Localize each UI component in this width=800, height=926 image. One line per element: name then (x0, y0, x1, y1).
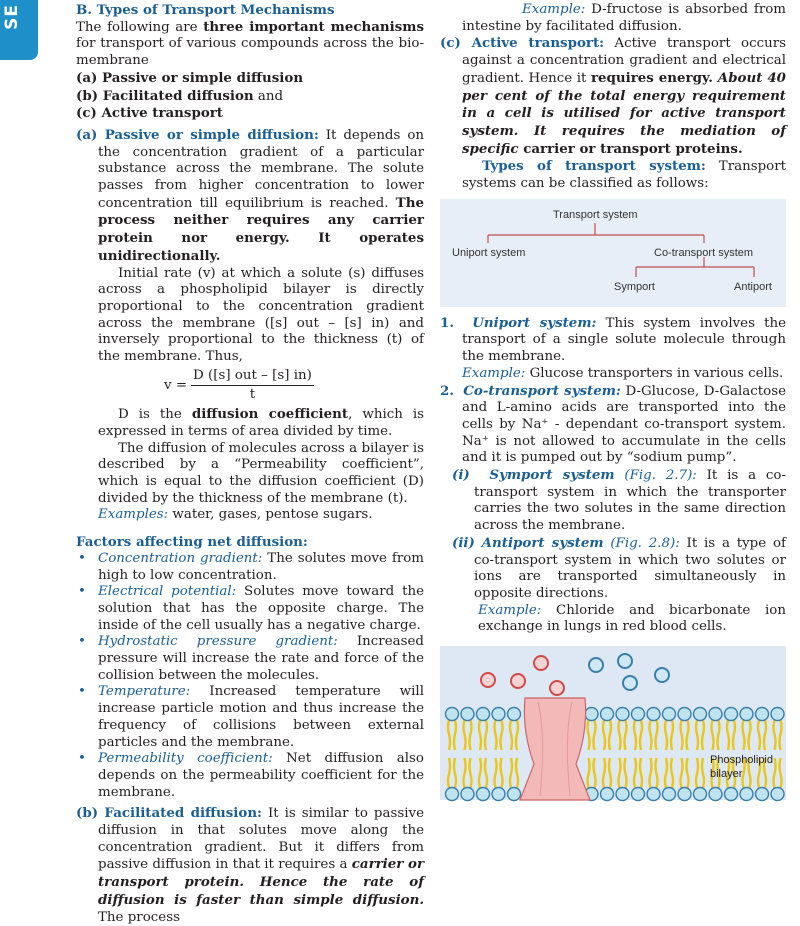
types-paragraph: Types of transport system: Transport systems can be classified as follows: (462, 158, 786, 192)
figure-label-line-1: Phospholipid (710, 754, 773, 766)
cotransport-item: 2. Co-transport system: D-Glucose, D-Galactose and L-amino acids are transported into the cells by Na⁺ - dependant co-transport system. Na⁺ is not allowed to accumulate in the cells and it is pumped out by “sodium pump”. (440, 382, 787, 466)
fructose-example: Example: D-fructose is absorbed from intestine by facilitated diffusion. (462, 2, 786, 34)
red-molecule-icon (534, 656, 548, 670)
red-molecule-icon (550, 681, 564, 695)
blue-molecule-icon (589, 658, 603, 672)
mechanism-list-a: (a) Passive or simple diffusion (76, 69, 304, 86)
initial-rate-paragraph: Initial rate (v) at which a solute (s) diffuses across a phospholipid bilayer is directly proportional to the concentration gradient across the membrane ([s] out – [s] in) and inversely proportional to the thickness (t) of the membrane. Thus, (98, 265, 424, 365)
red-molecule-icon (511, 674, 525, 688)
factor-temperature: • Temperature: Increased temperature will increase particle motion and thus increase the frequency of collisions between external particles and the membrane. (76, 684, 424, 751)
permeability-paragraph: The diffusion of molecules across a bilayer is described by a “Permeability coefficient”, which is equal to the diffusion coefficient (D) divided by the thickness of the membrane (t). (98, 440, 424, 506)
side-tab-label: SE (2, 4, 22, 30)
section-side-tab (0, 0, 38, 60)
diagram-antiport-label: Antiport (734, 280, 772, 293)
factor-electrical: • Electrical potential: Solutes move toward the solution that has the opposite charge. The inside of the cell usually has a negative charge. (76, 584, 424, 634)
antiport-example: Example: Chloride and bicarbonate ion exchange in lungs in red blood cells. (478, 602, 786, 635)
red-molecule-icon (481, 673, 495, 687)
left-column (76, 2, 424, 926)
diagram-cotransport-label: Co-transport system (654, 246, 754, 259)
formula-denominator: t (249, 387, 256, 403)
factors-heading: Factors affecting net diffusion: (76, 534, 308, 551)
factor-concentration: • Concentration gradient: The solutes move from high to low concentration. (76, 551, 424, 584)
mechanism-list-c: (c) Active transport (76, 105, 223, 122)
diffusion-formula (76, 368, 424, 404)
figure-label-line-2: bilayer (710, 768, 743, 780)
mechanism-list-b: (b) Facilitated diffusion and (76, 87, 284, 104)
intro-paragraph: The following are three important mechanisms for transport of various compounds across the bio-membrane (76, 18, 424, 69)
formula-lhs: v = (164, 377, 188, 393)
blue-molecule-icon (655, 668, 669, 682)
transport-system-diagram (440, 199, 786, 307)
transport-protein-icon (520, 698, 590, 800)
examples-line: Examples: water, gases, pentose sugars. (98, 507, 373, 523)
uniport-item: 1. Uniport system: This system involves the transport of a single solute molecule through the membrane. (440, 314, 787, 365)
symport-item: (i) Symport system (Fig. 2.7): It is a co-transport system in which the transporter carries the two solutes in the same direction across the membrane. (452, 467, 786, 534)
diagram-uniport-label: Uniport system (452, 246, 526, 259)
diffusion-coefficient-paragraph: D is the diffusion coefficient, which is expressed in terms of area divided by time. (98, 406, 425, 439)
membrane-transport-figure (440, 646, 786, 800)
diagram-symport-label: Symport (614, 280, 655, 293)
antiport-item: (ii) Antiport system (Fig. 2.8): It is a type of co-transport system in which two solutes or ions are transported simultaneously in opposite directions. (452, 534, 786, 601)
right-column (440, 2, 786, 744)
blue-molecule-icon (618, 654, 632, 668)
section-heading-b: B. Types of Transport Mechanisms (76, 2, 335, 18)
formula-numerator: D ([s] out – [s] in) (191, 368, 314, 387)
blue-molecule-icon (623, 676, 637, 690)
factor-hydrostatic: • Hydrostatic pressure gradient: Increased pressure will increase the rate and force of the collision between the molecules. (76, 634, 424, 684)
active-transport-paragraph: (c) Active transport: Active transport occurs against a concentration gradient and electrical gradient. Hence it requires energy. About 40 per cent of the total energy requirement in a cell is utilised for active transport system. It requires the mediation of specific carrier or transport proteins. (440, 35, 786, 157)
uniport-example: Example: Glucose transporters in various cells. (462, 365, 784, 381)
facilitated-diffusion-paragraph: (b) Facilitated diffusion: It is similar to passive diffusion in that solutes move along the concentration gradient. But it differs from passive diffusion in that it requires a carrier or transport protein. Hence the rate of diffusion is faster than simple diffusion. The process (76, 805, 424, 925)
passive-diffusion-paragraph: (a) Passive or simple diffusion: It depends on the concentration gradient of a particular substance across the membrane. The solute passes from higher concentration to lower concentration till equilibrium is reached. The process neither requires any carrier protein nor energy. It operates unidirectionally. (76, 126, 425, 264)
factor-permeability: • Permeability coefficient: Net diffusion also depends on the permeability coefficient for the membrane. (76, 751, 424, 801)
diagram-root-label: Transport system (553, 208, 638, 221)
